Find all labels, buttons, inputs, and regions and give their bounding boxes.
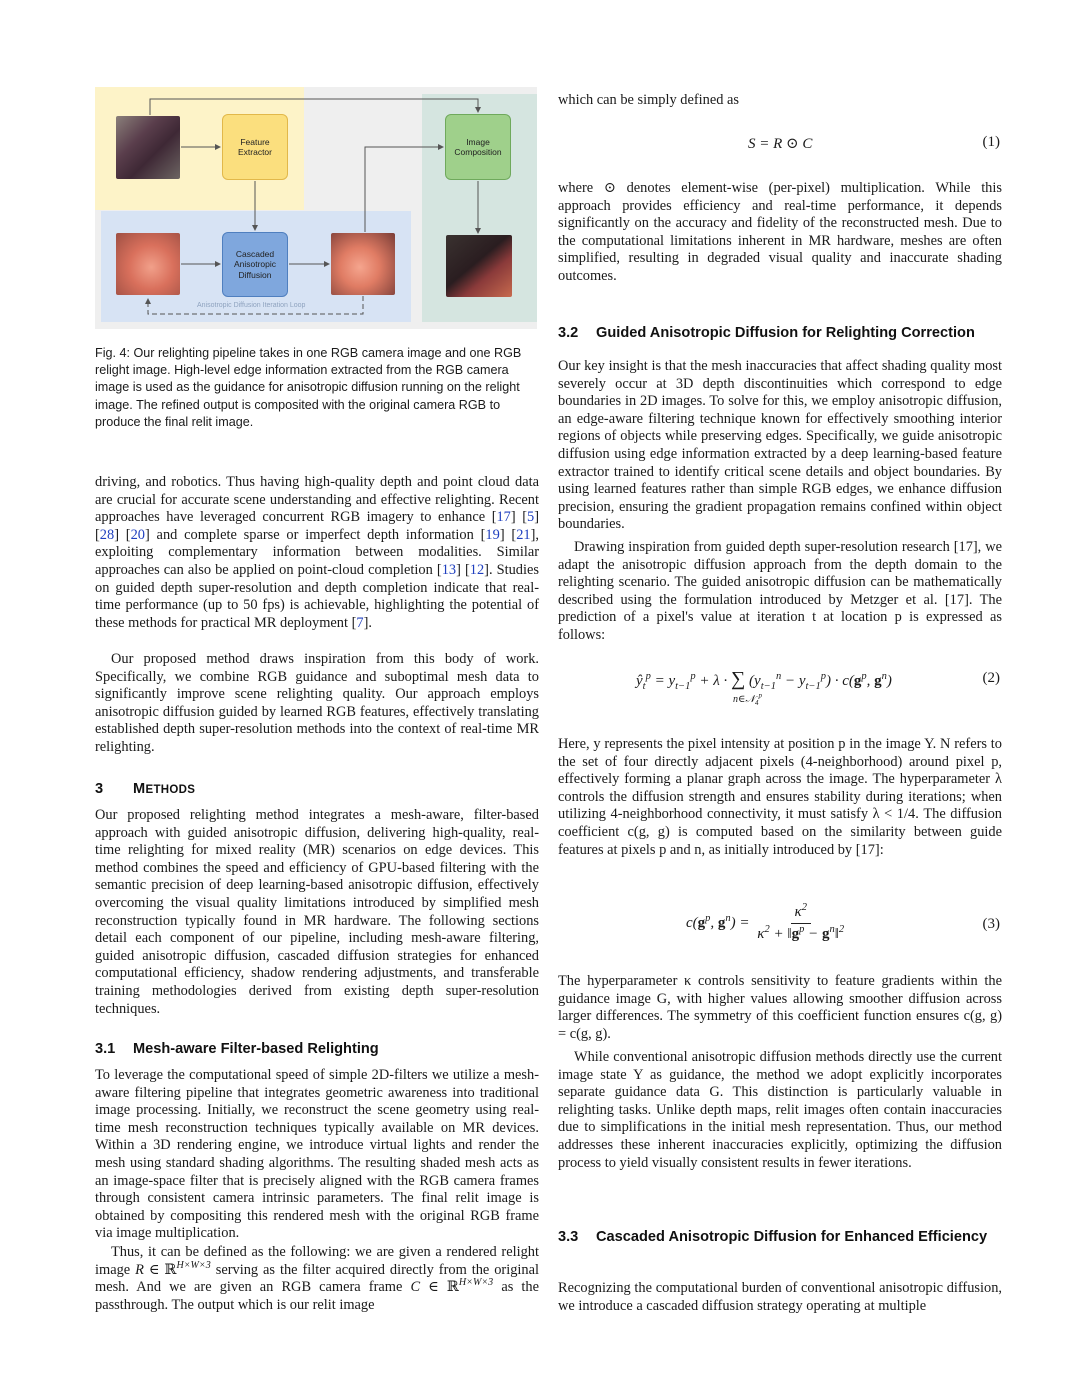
figure-caption: Fig. 4: Our relighting pipeline takes in one RGB camera image and one RGB relight image. High-level edge information extracted from the RGB camera image is used as the guidance for anisotropic diffusion running on the relight image. The refined output is composited with the original camera RGB to produce the final relit image.: [95, 346, 522, 429]
image-composition-box: Image Composition: [445, 114, 511, 180]
equation-2-number: (2): [982, 670, 1000, 686]
citation-link[interactable]: 17: [496, 509, 511, 526]
equation-2: $ŷ_t^p = y_{t-1}^p + \lambda$ · ∑ $(y_{t-1}^n - y_{t-1}^p) \cdot c(g^p$, $g^n$) n∈𝒩$_4^p$ (2): [636, 668, 1000, 707]
section-3-2-title: Guided Anisotropic Diffusion for Relighting Correction: [596, 325, 975, 341]
section-3-2-paragraph-2: Drawing inspiration from guided depth super-resolution research [17], we adapt the anisotropic diffusion approach from the depth domain to the relighting scenario. The guided anisotropic diffusion can be mathematically described using the formulation introduced by Metzger et al. [17]. The prediction of a pixel's value at iteration t at location p is expressed as follows:: [558, 539, 1002, 643]
section-3-3-heading: [558, 1228, 1002, 1246]
section-3-heading: [95, 780, 539, 799]
equation-1-number: (1): [982, 134, 1000, 150]
where-word: where: [558, 180, 594, 196]
section-3-2-heading: [558, 324, 1002, 342]
section-3-title-initial: M: [133, 781, 146, 797]
camera-def-text: serving as the filter acquired directly from the original mesh. And we are given an RGB camera frame: [95, 1261, 539, 1296]
section-3-3-title: Cascaded Anisotropic Diffusion for Enhanced Efficiency: [596, 1229, 988, 1245]
methods-paragraph: Our proposed relighting method integrates a mesh-aware, filter-based approach with guided anisotropic diffusion, delivering high-quality, real-time relighting for mixed reality (MR) scenarios on edge devices. This method combines the speed and efficiency of GPU-based filtering with the semantic precision of deep learning-based anisotropic diffusion, effectively overcoming the visual quality limitations introduced by simplified mesh reconstruction typically found in MR hardware. The following sections detail each component of our pipeline, including mesh-aware filtering, guided anisotropic diffusion, cascaded diffusion strategies for enhanced computational efficiency, shadow rendering adjustments, and transferable training methodologies derived from existing depth super-resolution techniques.: [95, 807, 539, 1017]
intro-paragraph-1: [95, 474, 539, 632]
relight-def-text: Thus, it can be defined as the following: we are given a rendered relight image: [95, 1244, 539, 1278]
section-3-1-paragraph-2: Thus, it can be defined as the following: we are given a rendered relight image R ∈ ℝ$^{H\times W\times 3}$ serving as the filter acquired directly from the original mesh. And we are given an RGB camera frame C ∈ ℝ$^{H\times W\times 3}$ as the passthrough. The output which is our relit image: [95, 1244, 539, 1313]
section-3-2-paragraph-1: Our key insight is that the mesh inaccuracies that affect shading quality most severely occur at 3D depth discontinuities which correspond to edge boundaries in 2D images. To solve for this, we employ anisotropic diffusion, an edge-aware filtering technique known for effectively smoothing interior regions of objects while preserving edges. Specifically, we guide anisotropic diffusion using edge information extracted by a deep learning-based feature extractor trained to identify critical scene details and object boundaries. By using learned features rather than simple RGB edges, we enhance diffusion precision, ensuring the gradient propagation remains confined within object boundaries.: [558, 358, 1002, 533]
equation-3: $c(g^p$, $g^n$) = $\frac{\kappa^2}{\kappa^2 + ‖g^p - g^n‖^2}$ (3): [686, 902, 1000, 942]
section-3-3-number: 3.3: [558, 1229, 579, 1245]
lead-line: which can be simply defined as: [558, 92, 740, 108]
citation-link[interactable]: 12: [469, 561, 485, 578]
figure-arrows: [95, 87, 537, 329]
citation-link[interactable]: 7: [356, 614, 364, 631]
citation-link[interactable]: 13: [441, 561, 457, 578]
feature-extractor-box: Feature Extractor: [222, 114, 288, 180]
intro-text-1: driving, and robotics. Thus having high-quality depth and point cloud data are crucial for accurate scene understanding and effective relighting. Recent approaches have leveraged concurrent RGB imagery to enhance [17] [5] [28] [20] and complete sparse or imperfect depth information [19] [21], exploiting complementary information between modalities. Similar approaches can also be applied on point-cloud completion [13] [12]. Studies on guided depth super-resolution and depth completion indicate that real-time performance (up to 50 fps) is achievable, highlighting the potential of these methods for practical MR deployment [7].: [95, 474, 540, 631]
output-def-text: as the passthrough. The output which is our relit image: [95, 1279, 539, 1313]
cascaded-diffusion-box: Cascaded Anisotropic Diffusion: [222, 232, 288, 297]
after-equation-1-text: denotes element-wise (per-pixel) multiplication. While this approach provides efficiency and real-time performance, it depends significantly on the accuracy and fidelity of the reconstructed mesh. Due to the computational limitations inherent in MR hardware, meshes are often simplified, resulting in degraded visual quality and inaccurate shading outcomes.: [558, 180, 1002, 284]
loop-label: Anisotropic Diffusion Iteration Loop: [197, 302, 306, 309]
intro-paragraph-2: Our proposed method draws inspiration from this body of work. Specifically, we combine RGB guidance and suboptimal mesh data to significantly improve scene relighting quality. Our approach employs anisotropic diffusion guided by learned RGB features, effectively translating established depth super-resolution methods into the context of real-time MR relighting.: [95, 651, 539, 755]
section-3-2-paragraph-3: Here, y represents the pixel intensity at position p in the image Y. N refers to the set of four directly adjacent pixels (4-neighborhood) around pixel p, effectively forming a planar graph across the image. The hyperparameter λ controls the diffusion strength and ensures stability during iterations; when utilizing 4-neighborhood connectivity, it must satisfy λ < 1/4. The diffusion coefficient c(g, g) is computed based on the similarity between guide features at pixels p and n, as initially introduced by [17]:: [558, 736, 1002, 858]
section-3-2-paragraph-4: The hyperparameter κ controls sensitivity to feature gradients within the guidance image G, with higher values allowing smoother diffusion across larger differences. The symmetry of this coefficient function ensures c(g, g) = c(g, g).: [558, 973, 1002, 1042]
section-3-1-heading: [95, 1040, 539, 1058]
section-3-title-rest: ETHODS: [145, 784, 196, 796]
citation-link[interactable]: 5: [527, 509, 535, 526]
pipeline-figure: [95, 87, 537, 329]
equation-3-number: (3): [982, 916, 1000, 932]
section-3-2-number: 3.2: [558, 325, 579, 341]
after-equation-1: where ⊙ denotes element-wise (per-pixel) multiplication. While this approach provides efficiency and real-time performance, it depends significantly on the accuracy and fidelity of the reconstructed mesh. Due to the computational limitations inherent in MR hardware, meshes are often simplified, resulting in degraded visual quality and inaccurate shading outcomes.: [558, 180, 1002, 284]
section-3-1-title: Mesh-aware Filter-based Relighting: [133, 1041, 379, 1057]
section-3-1-number: 3.1: [95, 1041, 116, 1057]
citation-link[interactable]: 28: [99, 526, 115, 543]
section-3-2-paragraph-5: While conventional anisotropic diffusion methods directly use the current image state Y as guidance, the method we adopt explicitly incorporates separate guidance data G. This distinction is particularly valuable in relighting tasks. Unlike depth maps, relit images often contain inaccuracies due to simplifications in the initial mesh representation. Thus, our method addresses these inherent inaccuracies explicitly, optimizing the diffusion process to yield visually consistent results in fewer iterations.: [558, 1049, 1002, 1171]
citation-link[interactable]: 19: [485, 526, 500, 543]
citation-link[interactable]: 20: [130, 526, 145, 543]
section-3-1-paragraph-1: To leverage the computational speed of simple 2D-filters we utilize a mesh-aware filtering pipeline that integrates geometric awareness into traditional image processing. Initially, we reconstruct the scene geometry using real-time mesh reconstruction techniques typically available on MR devices. Within a 3D rendering engine, we introduce virtual lights and render the mesh using standard shading algorithms. The resulting shaded mesh acts as an image-space filter that is precisely aligned with the RGB camera frames through consistent camera intrinsic parameters. The final relit image is obtained by compositing this rendered mesh with the original RGB frame via image multiplication.: [95, 1067, 539, 1242]
equation-1: S = R ⊙ C (1): [748, 134, 1000, 152]
section-3-3-paragraph-1: Recognizing the computational burden of conventional anisotropic diffusion, we introduce a cascaded diffusion strategy operating at multiple: [558, 1280, 1002, 1314]
section-3-number: 3: [95, 781, 104, 797]
citation-link[interactable]: 21: [516, 526, 531, 543]
